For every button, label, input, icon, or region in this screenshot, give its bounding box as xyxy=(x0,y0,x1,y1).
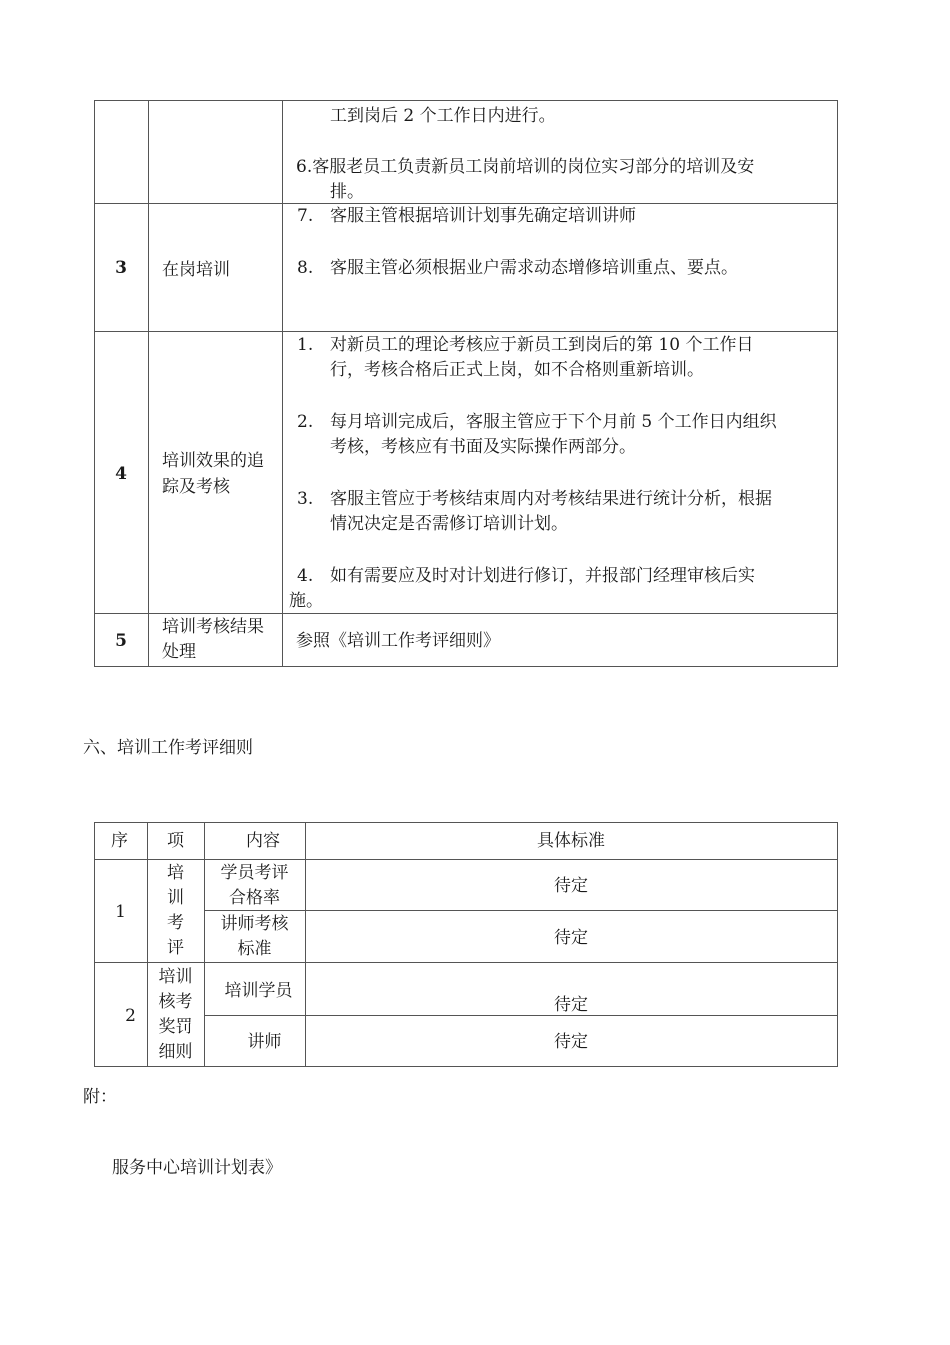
group-item-line: 培训 xyxy=(158,967,193,987)
cell-text: 6.客服老员工负责新员工岗前培训的岗位实习部分的培训及安 xyxy=(296,157,755,177)
group-item-line: 细则 xyxy=(158,1042,193,1062)
row-number: 5 xyxy=(115,631,127,651)
header-content: 内容 xyxy=(246,831,280,851)
point-text: 行，考核合格后正式上岗，如不合格则重新培训。 xyxy=(330,360,704,380)
group-item-line: 核考 xyxy=(158,992,193,1012)
column-divider xyxy=(837,822,838,1067)
group-item-char: 训 xyxy=(167,888,184,908)
row-number: 3 xyxy=(115,258,127,278)
table-border-top xyxy=(94,100,838,101)
standard-value: 待定 xyxy=(554,876,588,896)
group-number: 2 xyxy=(125,1006,136,1026)
item-label: 培训考核结果 xyxy=(162,617,264,637)
cell-text: 排。 xyxy=(330,182,364,202)
point-text: 对新员工的理论考核应于新员工到岗后的第 10 个工作日 xyxy=(330,335,754,355)
point-text: 客服主管应于考核结束周内对考核结果进行统计分析，根据 xyxy=(330,489,772,509)
row-divider xyxy=(94,962,838,963)
content-label: 培训学员 xyxy=(224,981,293,1001)
group-item-line: 奖罚 xyxy=(158,1017,193,1037)
content-label: 标准 xyxy=(237,939,272,959)
point-text: 施。 xyxy=(289,591,323,611)
row-divider xyxy=(94,331,838,332)
group-item-char: 培 xyxy=(167,863,184,883)
item-label: 踪及考核 xyxy=(162,477,230,497)
content-label: 学员考评 xyxy=(220,863,289,883)
content-label: 讲师 xyxy=(247,1032,282,1052)
appendix-label: 附： xyxy=(83,1087,117,1107)
content-label: 讲师考核 xyxy=(220,914,289,934)
column-divider xyxy=(94,822,95,1067)
header-seq: 序 xyxy=(111,831,128,851)
point-text: 考核，考核应有书面及实际操作两部分。 xyxy=(330,437,636,457)
table-border-bottom xyxy=(94,666,838,667)
point-number: 8. xyxy=(297,258,314,278)
column-divider xyxy=(282,100,283,667)
column-divider xyxy=(837,100,838,667)
item-label: 处理 xyxy=(162,642,196,662)
point-text: 如有需要应及时对计划进行修订，并报部门经理审核后实 xyxy=(330,566,755,586)
point-text: 每月培训完成后，客服主管应于下个月前 5 个工作日内组织 xyxy=(330,412,777,432)
column-divider xyxy=(94,100,95,667)
table-border-bottom xyxy=(94,1066,838,1067)
standard-value: 待定 xyxy=(554,928,588,948)
group-item-char: 考 xyxy=(167,913,184,933)
table-border-top xyxy=(94,822,838,823)
standard-value: 待定 xyxy=(554,995,588,1015)
group-number: 1 xyxy=(115,902,126,922)
point-text: 情况决定是否需修订培训计划。 xyxy=(330,514,568,534)
item-label: 培训效果的追 xyxy=(162,451,264,471)
item-label: 在岗培训 xyxy=(162,260,230,280)
section-heading: 六、培训工作考评细则 xyxy=(83,738,253,758)
appendix-item: 服务中心培训计划表》 xyxy=(112,1158,282,1178)
standard-value: 待定 xyxy=(554,1032,588,1052)
point-number: 4. xyxy=(297,566,314,586)
column-divider xyxy=(148,100,149,667)
point-text: 客服主管根据培训计划事先确定培训讲师 xyxy=(330,206,636,226)
point-text: 客服主管必须根据业户需求动态增修培训重点、要点。 xyxy=(330,258,738,278)
point-number: 2. xyxy=(297,412,314,432)
row-number: 4 xyxy=(115,464,127,484)
point-number: 1. xyxy=(297,335,314,355)
cell-text: 参照《培训工作考评细则》 xyxy=(296,631,500,651)
cell-text: 工到岗后 2 个工作日内进行。 xyxy=(330,106,556,126)
group-item-char: 评 xyxy=(167,938,184,958)
content-label: 合格率 xyxy=(229,888,280,908)
point-number: 3. xyxy=(297,489,314,509)
header-standard: 具体标准 xyxy=(537,831,605,851)
row-divider xyxy=(94,859,838,860)
point-number: 7. xyxy=(297,206,314,226)
row-divider xyxy=(94,613,838,614)
header-item: 项 xyxy=(167,831,184,851)
